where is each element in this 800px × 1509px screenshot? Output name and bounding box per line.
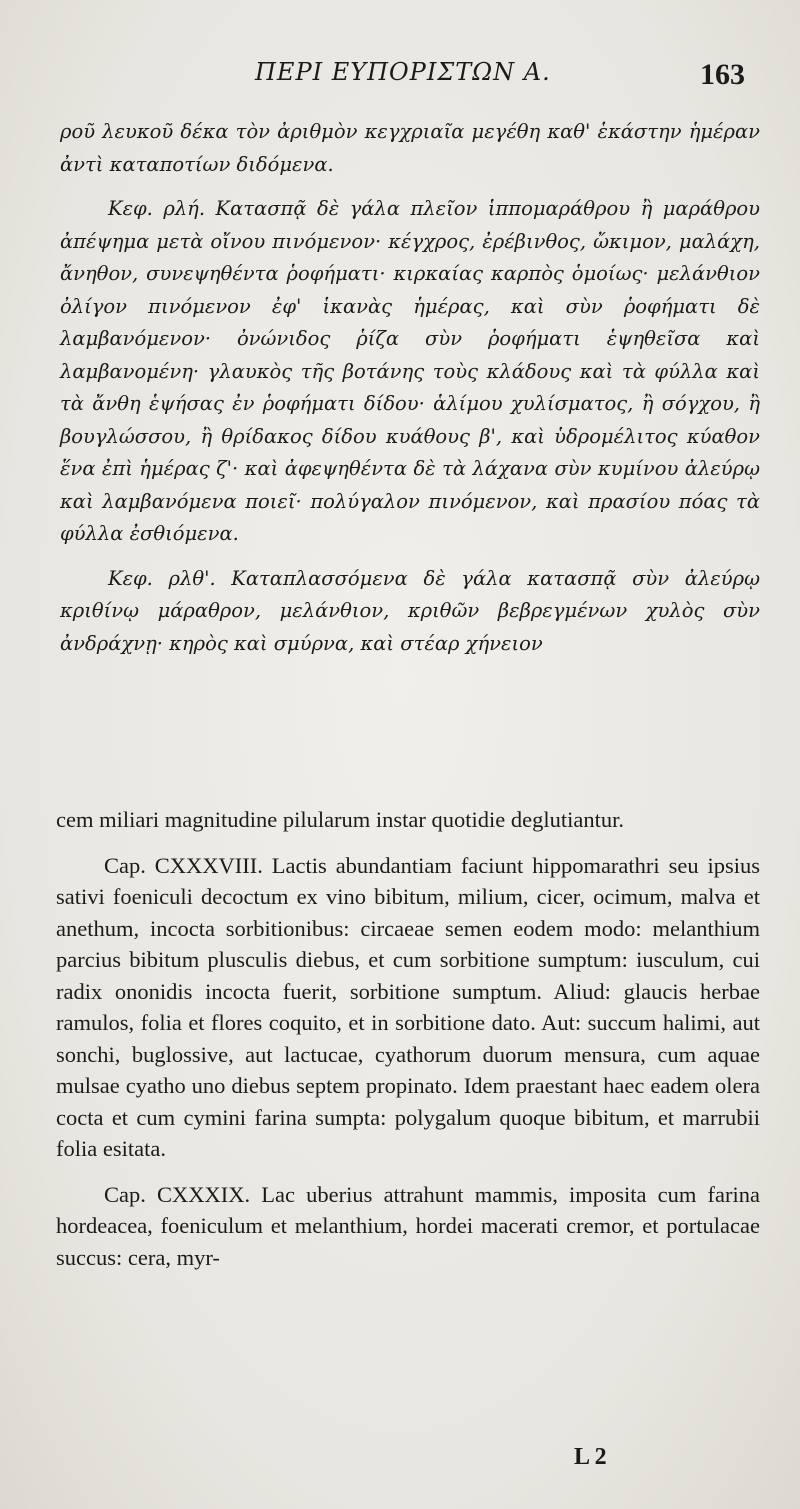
greek-text-block	[60, 116, 760, 660]
latin-paragraph-chapter-138: Cap. CXXXVIII. Lactis abundantiam faciunt hippomarathri seu ipsius sativi foeniculi decoctum ex vino bibitum, milium, cicer, ocimum, malva et anethum, incocta sorbitionibus: circaeae semen eodem modo: melanthium parcius bibitum plusculis diebus, et cum sorbitione sumptum: iusculum, cui radix ononidis incocta fuerit, sorbitione sumptum. Aliud: glaucis herbae ramulos, folia et flores coquito, et in sorbitione dato. Aut: succum halimi, aut sonchi, buglossive, aut lactucae, cyathorum duorum mensura, cum aquae mulsae cyatho uno diebus septem propinato. Idem praestant haec eadem olera cocta et cum cymini farina sumpta: polygalum quoque bibitum, et marrubii folia esitata.	[56, 852, 760, 1161]
page-number: 163	[700, 58, 745, 91]
latin-paragraph-chapter-139: Cap. CXXXIX. Lac uberius attrahunt mammis, imposita cum farina hordeacea, foeniculum et melanthium, hordei macerati cremor, et portulacae succus: cera, myr-	[56, 1181, 760, 1270]
greek-paragraph-chapter-139: Κεφ. ρλθ'. Καταπλασσόμενα δὲ γάλα κατασπᾷ σὺν ἀλεύρῳ κριθίνῳ μάραθρον, μελάνθιον, κριθῶν βεβρεγμένων χυλὸς σὺν ἀνδράχνῃ· κηρὸς καὶ σμύρνα, καὶ στέαρ χήνειον	[60, 566, 760, 655]
greek-paragraph-chapter-138: Κεφ. ρλή. Κατασπᾷ δὲ γάλα πλεῖον ἱππομαράθρου ἢ μαράθρου ἀπέψημα μετὰ οἴνου πινόμενον· κέγχρος, ἐρέβινθος, ὤκιμον, μαλάχη, ἄνηθον, συνεψηθέντα ῥοφήματι· κιρκαίας καρπὸς ὁμοίως· μελάνθιον ὀλίγον πινόμενον ἐφ' ἱκανὰς ἡμέρας, καὶ σὺν ῥοφήματι δὲ λαμβανόμενον· ὀνώνιδος ῥίζα σὺν ῥοφήματι ἑψηθεῖσα καὶ λαμβανομένη· γλαυκὸς τῆς βοτάνης τοὺς κλάδους καὶ τὰ φύλλα καὶ τὰ ἄνθη ἑψήσας ἐν ῥοφήματι δίδου· ἁλίμου χυλίσματος, ἢ σόγχου, ἢ βουγλώσσου, ἢ θρίδακος δίδου κυάθους β', καὶ ὑδρομέλιτος κύαθον ἕνα ἐπὶ ἡμέρας ζ'· καὶ ἀφεψηθέντα δὲ τὰ λάχανα σὺν κυμίνου ἀλεύρῳ καὶ λαμβανόμενα ποιεῖ· πολύγαλον πινόμενον, καὶ πρασίου πόας τὰ φύλλα ἐσθιόμενα.	[60, 197, 760, 545]
greek-paragraph-continuation: ροῦ λευκοῦ δέκα τὸν ἀριθμὸν κεγχριαῖα μεγέθη καθ' ἑκάστην ἡμέραν ἀντὶ καταποτίων διδόμενα.	[60, 120, 760, 176]
latin-paragraph-continuation: cem miliari magnitudine pilularum instar quotidie deglutiantur.	[56, 807, 625, 832]
signature-mark: L 2	[574, 1444, 607, 1470]
page-header	[0, 50, 800, 100]
running-title: ΠΕΡΙ ΕΥΠΟΡΙΣΤΩΝ Α.	[255, 58, 551, 86]
latin-text-block	[56, 804, 760, 1273]
